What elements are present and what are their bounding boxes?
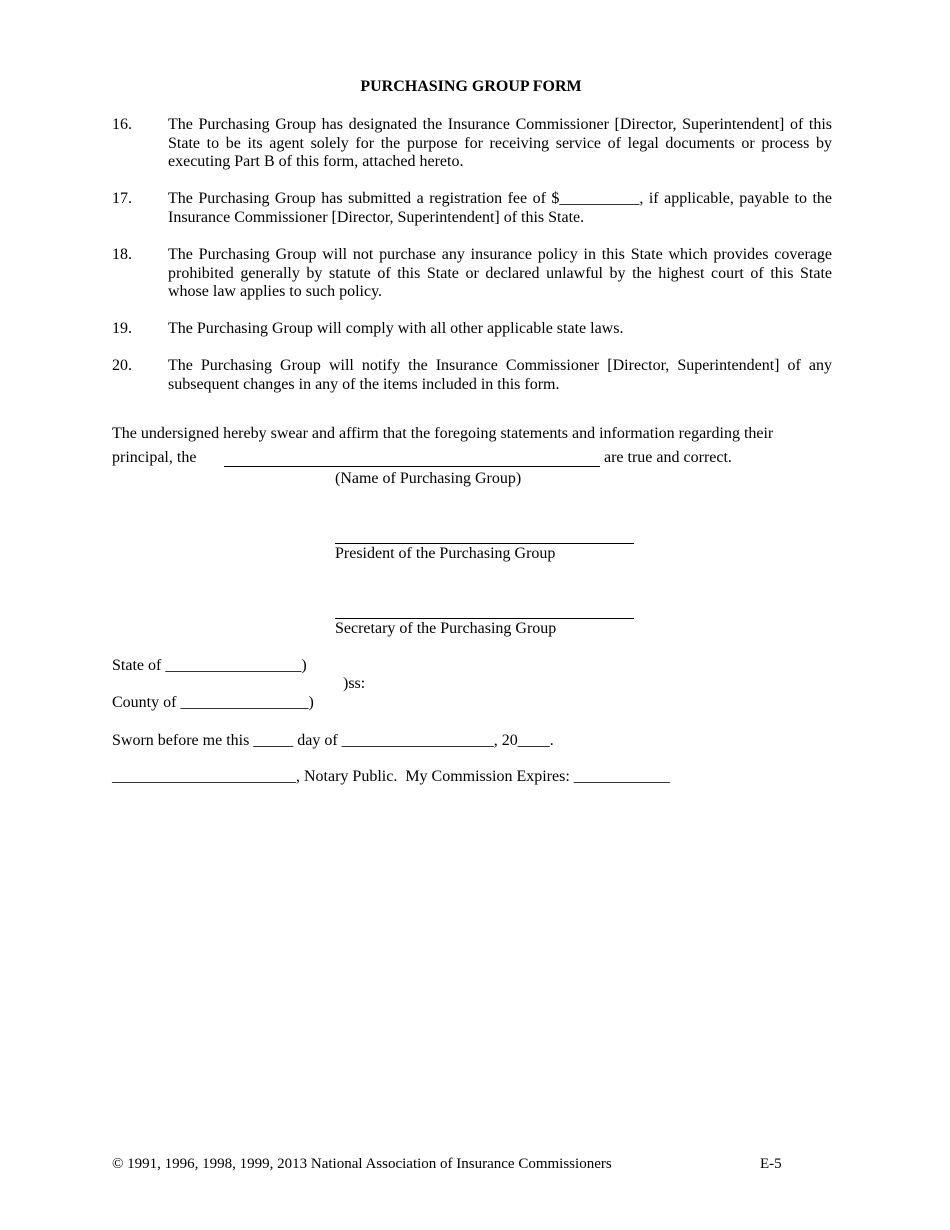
item-text: The Purchasing Group will notify the Insurance Commissioner [Director, Superintendent] of any subsequent changes in any of the items included in this form. bbox=[168, 357, 832, 393]
list-item bbox=[112, 320, 832, 339]
list-item bbox=[112, 246, 832, 302]
item-number: 17. bbox=[112, 190, 132, 207]
secretary-caption: Secretary of the Purchasing Group bbox=[335, 620, 557, 637]
notary-line[interactable]: _______________________, Notary Public. My Commission Expires: ____________ bbox=[112, 768, 670, 785]
affirmation-suffix: are true and correct. bbox=[604, 449, 732, 466]
page-title: PURCHASING GROUP FORM bbox=[360, 78, 582, 95]
group-name-field[interactable] bbox=[224, 466, 600, 467]
list-item bbox=[112, 357, 832, 394]
president-caption: President of the Purchasing Group bbox=[335, 545, 556, 562]
item-text: The Purchasing Group has submitted a registration fee of $__________, if applicable, payable to the Insurance Commissioner [Director, Superintendent] of this State. bbox=[168, 190, 832, 226]
affirmation-text: The undersigned hereby swear and affirm that the foregoing statements and information regarding their bbox=[112, 425, 774, 442]
page-number: E-5 bbox=[760, 1156, 782, 1172]
sworn-line[interactable]: Sworn before me this _____ day of ___________________, 20____. bbox=[112, 732, 554, 749]
copyright-footer: © 1991, 1996, 1998, 1999, 2013 National Association of Insurance Commissioners bbox=[112, 1156, 612, 1172]
item-text: The Purchasing Group has designated the Insurance Commissioner [Director, Superintendent] of this State to be its agent solely for the purpose for receiving service of legal documents or process by executing Part B of this form, attached hereto. bbox=[168, 116, 832, 170]
item-number: 16. bbox=[112, 116, 132, 133]
item-number: 19. bbox=[112, 320, 132, 337]
list-item bbox=[112, 190, 832, 227]
ss-label: )ss: bbox=[343, 675, 366, 692]
item-text: The Purchasing Group will comply with all other applicable state laws. bbox=[168, 320, 624, 337]
affirmation-prefix: principal, the bbox=[112, 449, 197, 466]
item-number: 20. bbox=[112, 357, 132, 374]
item-text: The Purchasing Group will not purchase any insurance policy in this State which provides coverage prohibited generally by statute of this State or declared unlawful by the highest court of this State whose law applies to such policy. bbox=[168, 246, 832, 300]
list-item bbox=[112, 116, 832, 172]
item-number: 18. bbox=[112, 246, 132, 263]
county-field[interactable]: County of ________________) bbox=[112, 694, 314, 711]
state-field[interactable]: State of _________________) bbox=[112, 657, 307, 674]
name-caption: (Name of Purchasing Group) bbox=[335, 470, 522, 487]
